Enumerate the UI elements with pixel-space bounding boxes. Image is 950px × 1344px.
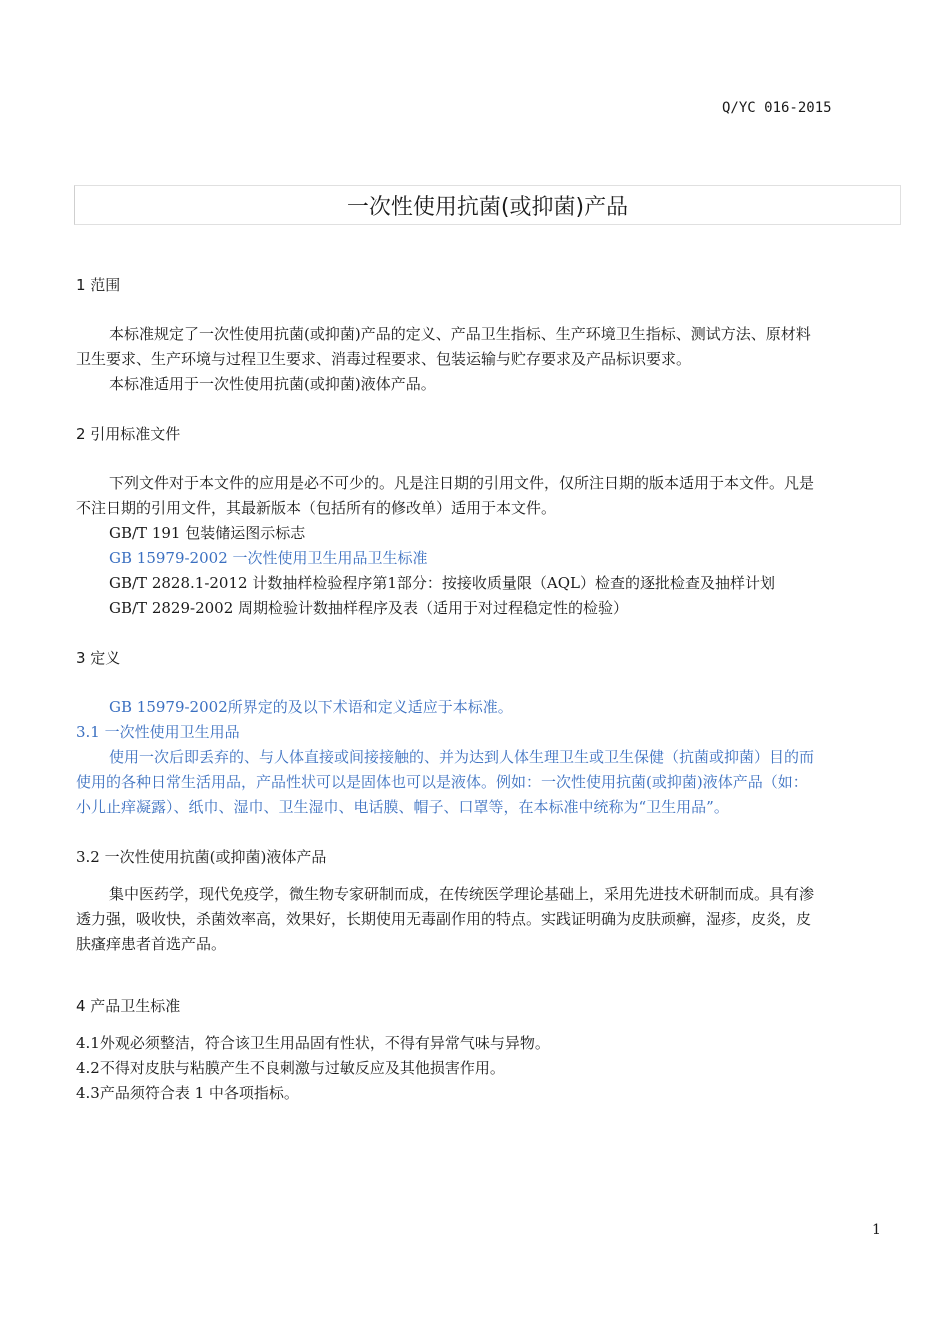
section-2-heading: 2 引用标准文件 bbox=[76, 425, 181, 443]
reference-item: GB/T 2829-2002 周期检验计数抽样程序及表（适用于对过程稳定性的检验） bbox=[109, 599, 629, 617]
section-2-paragraph-line: 不注日期的引用文件，其最新版本（包括所有的修改单）适用于本文件。 bbox=[76, 499, 557, 517]
section-1-scope-line: 本标准适用于一次性使用抗菌(或抑菌)液体产品。 bbox=[109, 375, 436, 393]
subsection-3-1-line: 使用的各种日常生活用品，产品性状可以是固体也可以是液体。例如：一次性使用抗菌(或抑菌)液体产品（如： bbox=[76, 773, 808, 791]
standard-item: 4.3产品须符合表 1 中各项指标。 bbox=[76, 1084, 299, 1102]
section-4-heading: 4 产品卫生标准 bbox=[76, 997, 181, 1015]
document-code: Q/YC 016-2015 bbox=[722, 100, 832, 116]
subsection-3-1-heading: 3.1 一次性使用卫生用品 bbox=[76, 723, 240, 741]
reference-item: GB/T 2828.1-2012 计数抽样检验程序第1部分：按接收质量限（AQL）检查的逐批检查及抽样计划 bbox=[109, 574, 775, 592]
subsection-3-2-line: 集中医药学，现代免疫学，微生物专家研制而成，在传统医学理论基础上，采用先进技术研制而成。具有渗 bbox=[109, 885, 815, 903]
page-number: 1 bbox=[872, 1222, 881, 1238]
subsection-3-2-line: 肤瘙痒患者首选产品。 bbox=[76, 935, 227, 953]
standard-item: 4.2不得对皮肤与粘膜产生不良刺激与过敏反应及其他损害作用。 bbox=[76, 1059, 505, 1077]
subsection-3-1-line: 使用一次后即丢弃的、与人体直接或间接接触的、并为达到人体生理卫生或卫生保健（抗菌或抑菌）目的而 bbox=[109, 748, 815, 766]
subsection-3-2-heading: 3.2 一次性使用抗菌(或抑菌)液体产品 bbox=[76, 848, 327, 866]
reference-item: GB/T 191 包装储运图示标志 bbox=[109, 524, 306, 542]
subsection-3-1-line: 小儿止痒凝露）、纸巾、湿巾、卫生湿巾、电话膜、帽子、口罩等，在本标准中统称为“卫生用品”。 bbox=[76, 798, 729, 816]
section-2-paragraph-line: 下列文件对于本文件的应用是必不可少的。凡是注日期的引用文件，仅所注日期的版本适用于本文件。凡是 bbox=[109, 474, 815, 492]
standard-item: 4.1外观必须整洁，符合该卫生用品固有性状，不得有异常气味与异物。 bbox=[76, 1034, 550, 1052]
section-1-heading: 1 范围 bbox=[76, 276, 121, 294]
subsection-3-2-line: 透力强，吸收快，杀菌效率高，效果好，长期使用无毒副作用的特点。实践证明确为皮肤顽癣，湿疹，皮炎，皮 bbox=[76, 910, 812, 928]
document-title: 一次性使用抗菌(或抑菌)产品 bbox=[346, 195, 629, 220]
section-1-paragraph-line: 本标准规定了一次性使用抗菌(或抑菌)产品的定义、产品卫生指标、生产环境卫生指标、测试方法、原材料 bbox=[109, 325, 811, 343]
section-1-paragraph-line: 卫生要求、生产环境与过程卫生要求、消毒过程要求、包装运输与贮存要求及产品标识要求。 bbox=[76, 350, 692, 368]
title-box bbox=[74, 185, 901, 225]
definitions-intro: GB 15979-2002所界定的及以下术语和定义适应于本标准。 bbox=[109, 698, 513, 716]
reference-item-link[interactable]: GB 15979-2002 一次性使用卫生用品卫生标准 bbox=[109, 549, 428, 567]
section-3-heading: 3 定义 bbox=[76, 649, 121, 667]
